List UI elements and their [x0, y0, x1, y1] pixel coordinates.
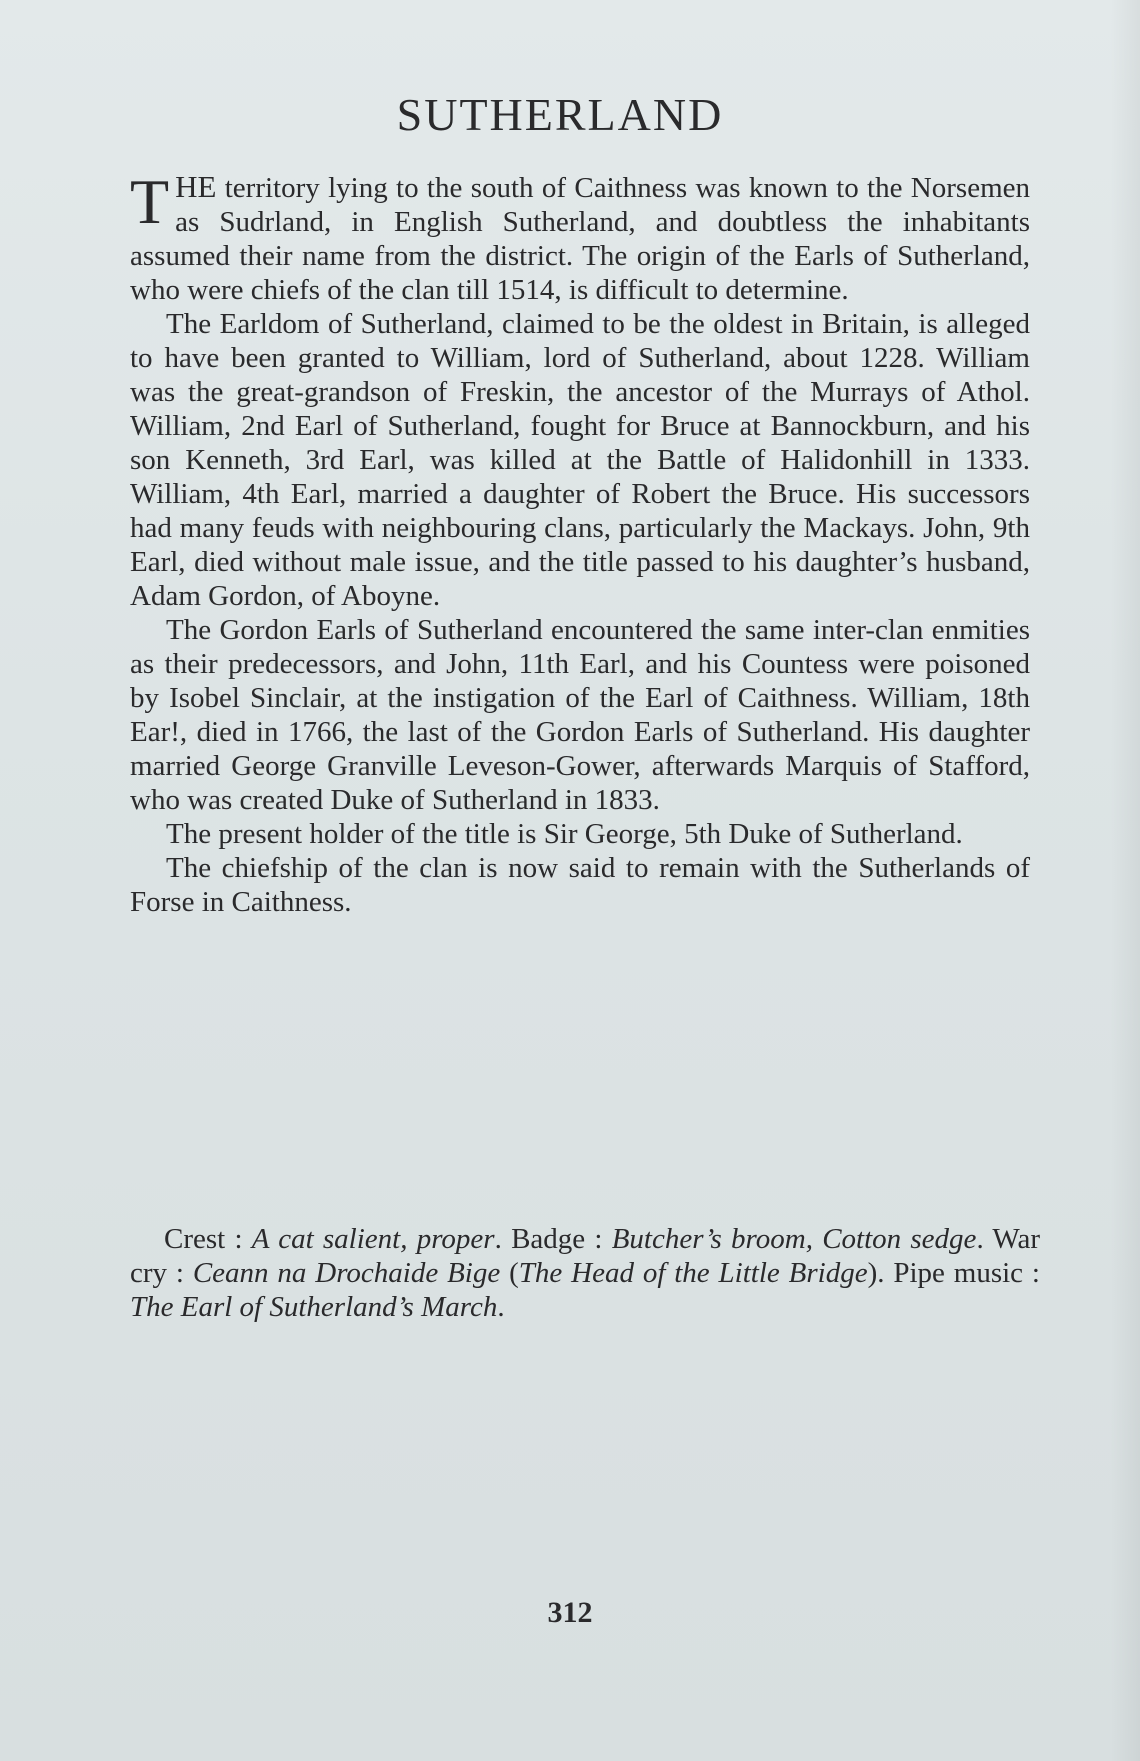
badge-label: Badge :: [511, 1223, 612, 1255]
war-cry-value: Ceann na Drochaide Bige: [192, 1257, 501, 1289]
paragraph-gordon-earls: The Gordon Earls of Sutherland encountered the same inter-clan enmities as their predecessors, and John, 11th Earl, and his Countess were poisoned by Isobel Sinclair, at the instigation of the Earl of Caithness. William, 18th Ear!, died in 1766, the last of the Gordon Earls of Sutherland. His daughter married George Granville Leveson-Gower, afterwards Marquis of Stafford, who was created Duke of Sutherland in 1833.: [130, 614, 1030, 816]
final-period: .: [497, 1291, 505, 1323]
crest-value: A cat salient, proper: [251, 1223, 495, 1255]
paragraph-present-holder: The present holder of the title is Sir George, 5th Duke of Sutherland.: [166, 818, 963, 850]
paren-close: ).: [867, 1257, 894, 1289]
paragraph-earldom: The Earldom of Sutherland, claimed to be the oldest in Britain, is alleged to have been granted to William, lord of Sutherland, about 1228. William was the great-grandson of Freskin, the ancestor of the Murrays of Athol. William, 2nd Earl of Sutherland, fought for Bruce at Bannockburn, and his son Kenneth, 3rd Earl, was killed at the Battle of Halidonhill in 1333. William, 4th Earl, married a daughter of Robert the Bruce. His successors had many feuds with neighbouring clans, particularly the Mackays. John, 9th Earl, died without male issue, and the title passed to his daughter’s husband, Adam Gordon, of Aboyne.: [130, 308, 1030, 612]
page-edge-shadow: [1110, 0, 1140, 1761]
intro-paragraph: [130, 166, 1030, 307]
intro-text: territory lying to the south of Caithness was known to the Norsemen as Sudrland, in English Sutherland, and doubtless the inhabitants assumed their name from the district. The origin of the Earls of Sutherland, who were chiefs of the clan till 1514, is difficult to determine.: [130, 172, 1030, 306]
paragraph-chiefship: The chiefship of the clan is now said to remain with the Sutherlands of Forse in Caithness.: [130, 852, 1030, 918]
insignia-block: [130, 1222, 1040, 1324]
paren-open: (: [500, 1257, 519, 1289]
intro-small-caps: HE: [175, 169, 217, 204]
war-cry-translation: The Head of the Little Bridge: [518, 1257, 868, 1289]
pipe-music-label: Pipe music :: [893, 1257, 1040, 1289]
separator: .: [976, 1223, 993, 1255]
insignia-paragraph: [130, 1222, 1040, 1324]
drop-cap: T: [130, 166, 170, 237]
pipe-music-value: The Earl of Sutherland’s March: [130, 1291, 498, 1323]
page-title: SUTHERLAND: [396, 89, 724, 140]
body-text: [130, 166, 1030, 919]
page-number: 312: [547, 1596, 593, 1629]
crest-label: Crest :: [164, 1223, 252, 1255]
badge-value: Butcher’s broom, Cotton sedge: [611, 1223, 977, 1255]
separator: .: [494, 1223, 512, 1255]
war-cry-label: War cry :: [130, 1223, 1040, 1289]
